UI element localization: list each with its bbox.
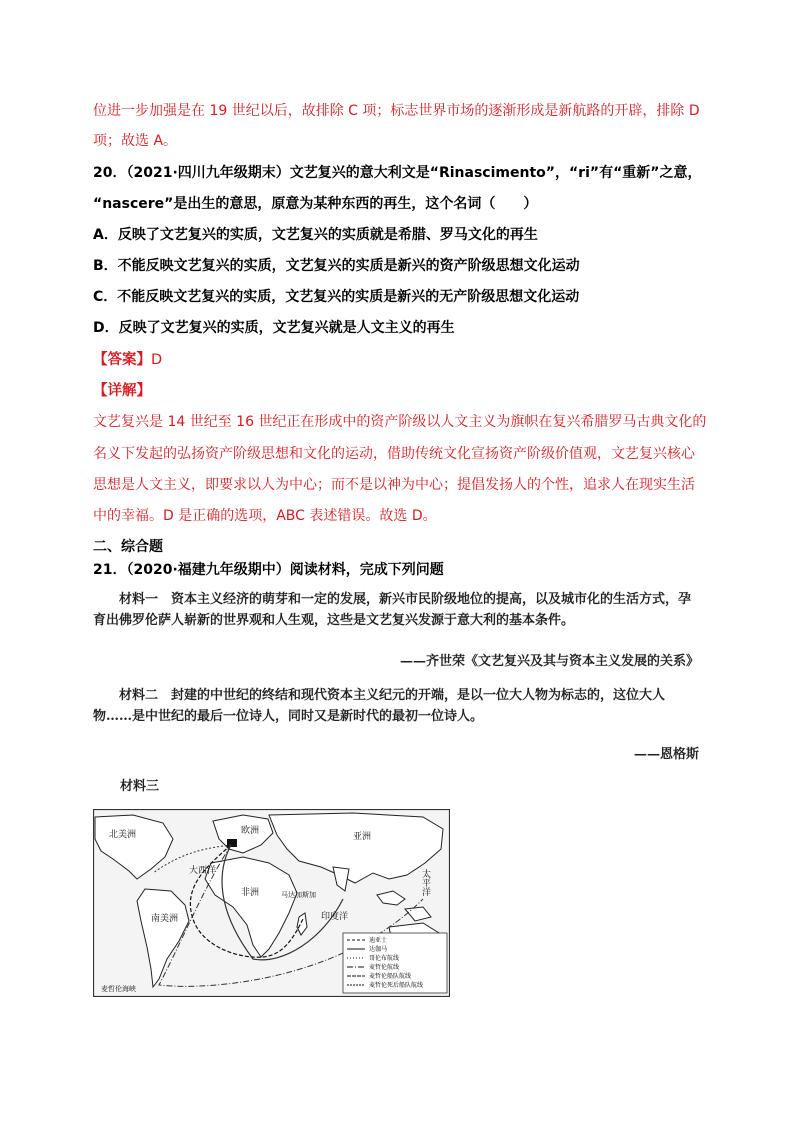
option-letter: D． xyxy=(93,320,119,336)
detail-line-4: 中的幸福。D 是正确的选项，ABC 表述错误。故选 D。 xyxy=(93,508,437,524)
label-indian-ocean: 印度洋 xyxy=(321,912,349,922)
legend-item: 哥伦布航线 xyxy=(369,955,400,962)
label-madagascar: 马达加斯加 xyxy=(281,891,316,899)
label-asia: 亚洲 xyxy=(353,832,372,842)
material-1: 材料一 资本主义经济的萌芽和一定的发展，新兴市民阶级地位的提高，以及城市化的生活方式，孕育出佛罗伦萨人崭新的世界观和人生观，这些是文艺复兴发源于意大利的基本条件。 xyxy=(93,592,692,628)
legend-item: 麦哲伦航线 xyxy=(369,964,400,971)
question-number: 21． xyxy=(93,562,127,578)
question-20-stem-line-2: “nascere”是出生的意思，原意为某种东西的再生，这个名词（ ） xyxy=(93,196,538,212)
answer-label: 【答案】 xyxy=(93,352,151,368)
option-c xyxy=(93,287,579,307)
option-a xyxy=(93,225,538,245)
option-letter: B． xyxy=(93,258,118,274)
option-b xyxy=(93,256,580,276)
material-2: 材料二 封建的中世纪的终结和现代资本主义纪元的开端，是以一位大人物为标志的，这位大人物……是中世纪的最后一位诗人，同时又是新时代的最初一位诗人。 xyxy=(93,688,666,724)
new-routes-map xyxy=(93,809,450,997)
map-legend xyxy=(343,933,447,993)
legend-item: 麦哲伦死后船队航线 xyxy=(369,982,424,989)
option-letter: A． xyxy=(93,227,118,243)
label-cape: 麦哲伦海峡 xyxy=(101,985,136,993)
question-source: （2020·福建九年级期中） xyxy=(126,562,290,578)
label-north-america: 北美洲 xyxy=(109,830,137,840)
prev-answer-line-1: 位进一步加强是在 19 世纪以后，故排除 C 项；标志世界市场的逐渐形成是新航路的开辟，排除 D xyxy=(93,103,700,119)
question-source: （2021·四川九年级期末） xyxy=(126,165,290,181)
legend-item: 达伽马 xyxy=(369,946,388,953)
legend-item: 迪亚士 xyxy=(369,937,388,944)
question-21-stem xyxy=(93,560,444,580)
detail-line-3: 思想是人文主义，即要求以人为中心；而不是以神为中心；提倡发扬人的个性，追求人在现实生活 xyxy=(93,477,695,493)
question-prompt: 阅读材料，完成下列问题 xyxy=(289,562,444,578)
option-letter: C． xyxy=(93,289,118,305)
label-south-america: 南美洲 xyxy=(151,914,179,924)
map-graphic xyxy=(93,809,450,997)
label-africa: 非洲 xyxy=(241,888,260,898)
answer-line xyxy=(93,350,162,370)
material-3-label: 材料三 xyxy=(120,779,160,794)
material-2-source: ——恩格斯 xyxy=(633,747,699,762)
material-1-source: ——齐世荣《文艺复兴及其与资本主义发展的关系》 xyxy=(399,654,699,669)
option-text: 不能反映文艺复兴的实质，文艺复兴的实质是新兴的资产阶级思想文化运动 xyxy=(117,258,580,274)
section-heading: 二、综合题 xyxy=(93,539,163,555)
question-stem: 文艺复兴的意大利文是“Rinascimento”，“ri”有“重新”之意， xyxy=(289,165,702,181)
detail-label: 【详解】 xyxy=(93,383,151,399)
answer-value: D xyxy=(151,352,163,368)
option-text: 反映了文艺复兴的实质，文艺复兴的实质就是希腊、罗马文化的再生 xyxy=(117,227,538,243)
label-europe: 欧洲 xyxy=(241,826,260,836)
option-d xyxy=(93,318,455,338)
question-20-stem-line-1 xyxy=(93,163,701,183)
label-atlantic: 大西洋 xyxy=(189,866,217,876)
option-text: 不能反映文艺复兴的实质，文艺复兴的实质是新兴的无产阶级思想文化运动 xyxy=(117,289,580,305)
option-text: 反映了文艺复兴的实质，文艺复兴就是人文主义的再生 xyxy=(118,320,455,336)
prev-answer-line-2: 项；故选 A。 xyxy=(93,133,178,149)
detail-line-1: 文艺复兴是 14 世纪至 16 世纪正在形成中的资产阶级以人文主义为旗帜在复兴希腊罗马古典文化的 xyxy=(93,414,707,430)
label-pacific: 太平洋 xyxy=(420,869,430,896)
legend-item: 麦哲伦船队航线 xyxy=(369,973,412,980)
detail-line-2: 名义下发起的弘扬资产阶级思想和文化的运动，借助传统文化宣扬资产阶级价值观，文艺复兴核心 xyxy=(93,446,695,462)
question-number: 20． xyxy=(93,165,127,181)
